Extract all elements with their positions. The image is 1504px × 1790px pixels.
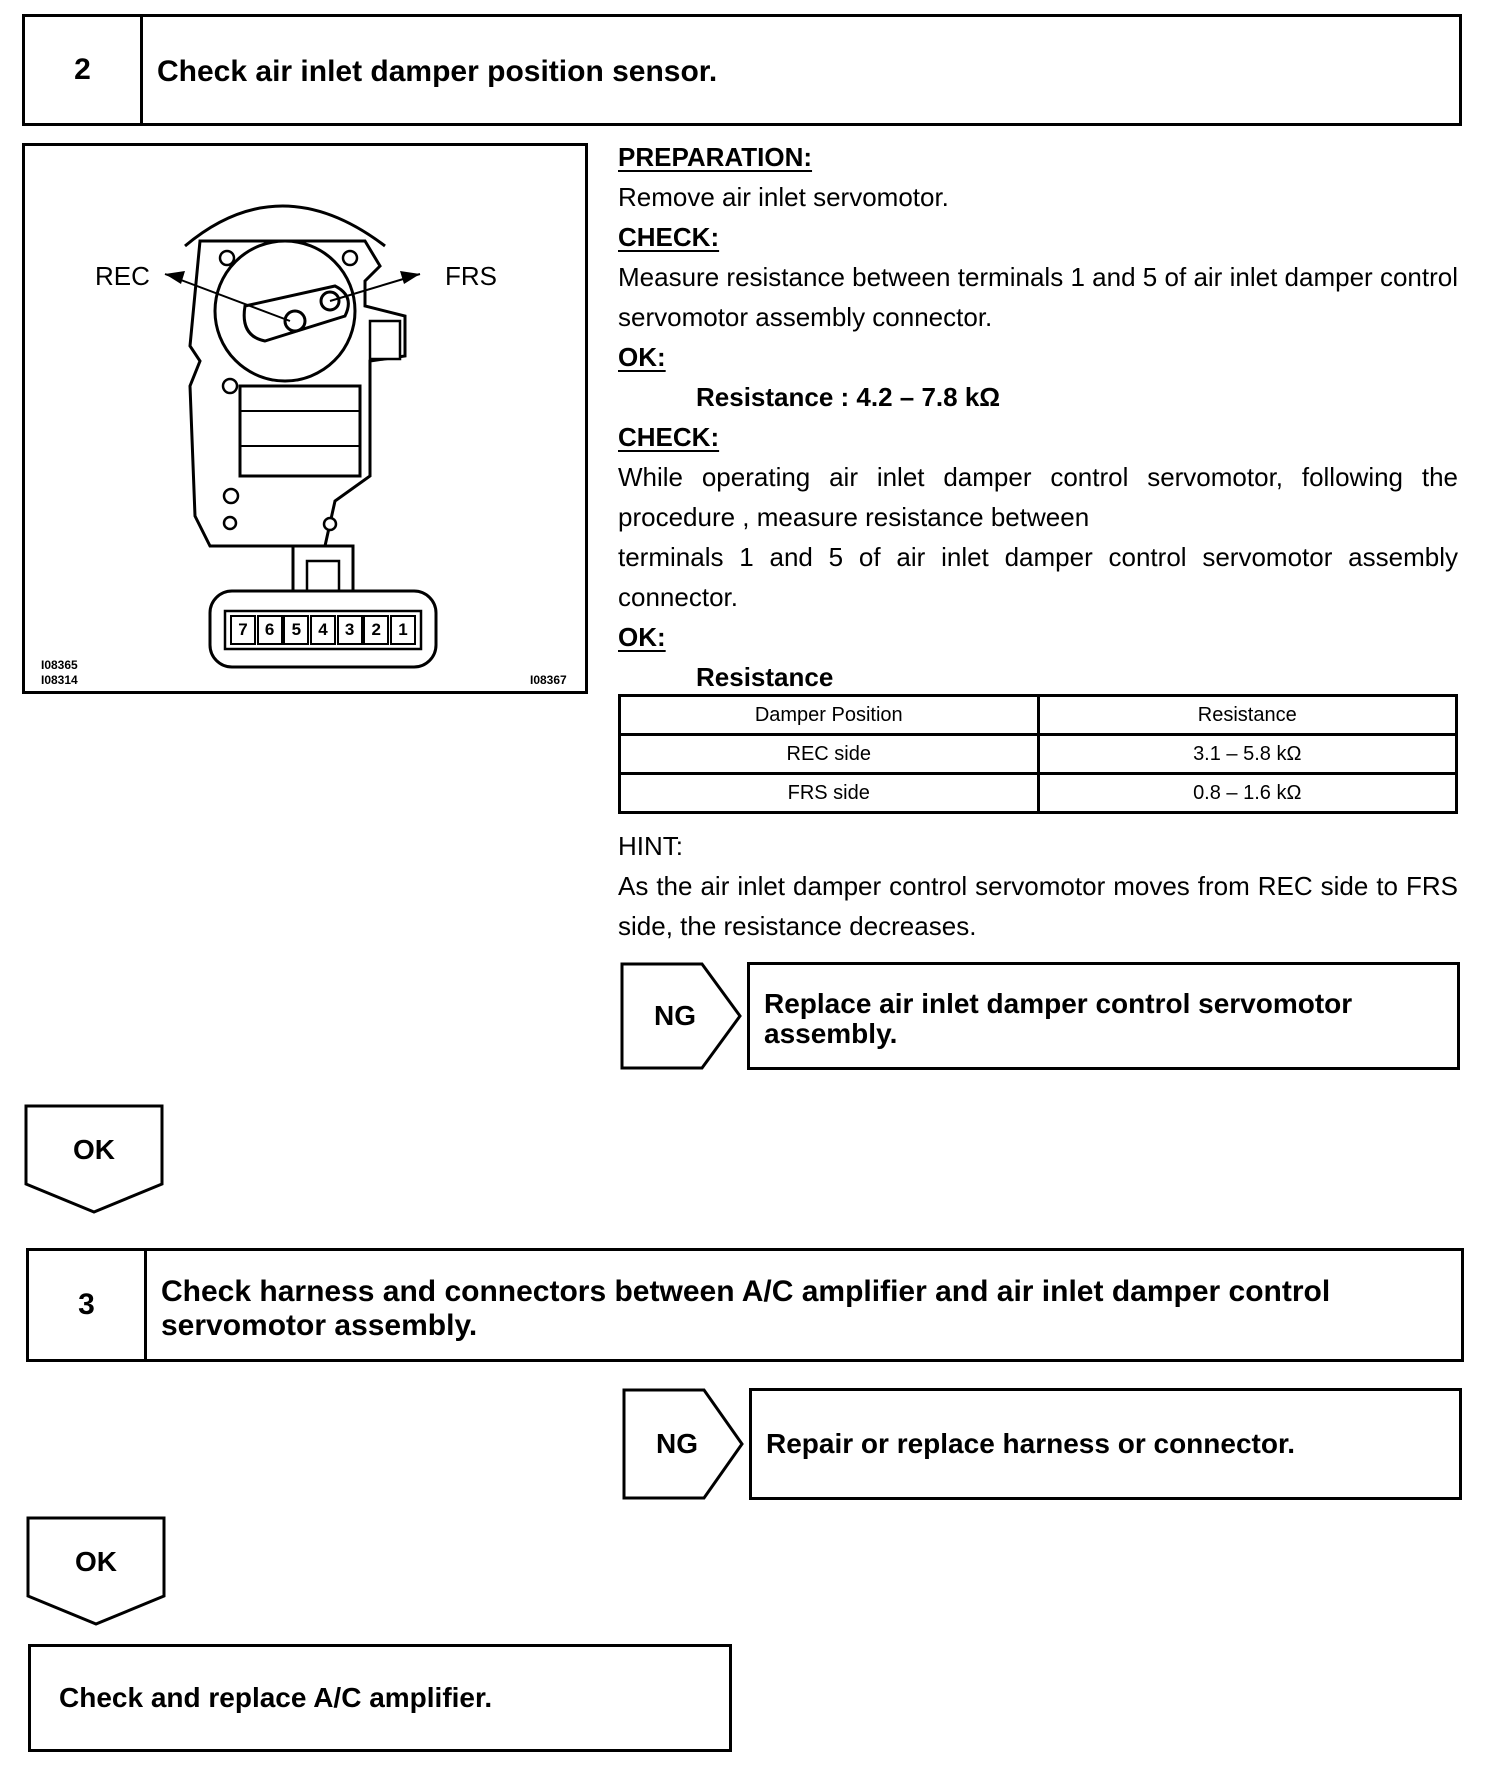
check2-line2: terminals 1 and 5 of air inlet damper control servomotor assembly connector. [618,542,1458,612]
check1-heading: CHECK: [618,222,720,252]
figure-code-1: I08365 [41,658,78,672]
cell-resistance: 3.1 – 5.8 kΩ [1038,735,1457,774]
ng-tag-1 [620,962,745,1070]
mount-hole-b [224,517,236,529]
pin-6: 6 [257,615,283,645]
frs-label: FRS [445,261,497,291]
preparation-text: Remove air inlet servomotor. [618,182,949,212]
ok2-subheading: Resistance [696,662,834,692]
mount-hole-bl [224,489,238,503]
step-3-title: Check harness and connectors between A/C amplifier and air inlet damper control servomotor assembly. [161,1275,1331,1342]
step-2-number: 2 [25,17,143,123]
check2-heading: CHECK: [618,422,720,452]
mount-hole-br [324,518,336,530]
ok1-heading: OK: [618,342,666,372]
table-header-row [620,696,1457,735]
instructions [618,137,1458,697]
pin-2: 2 [363,615,389,645]
step-2-header [22,14,1462,126]
cell-position: FRS side [620,774,1039,813]
check2-line1: While operating air inlet damper control servomotor, following the procedure , measure resistance between [618,462,1458,532]
mount-hole-tr [343,251,357,265]
side-plug [370,321,400,359]
ok-label-1: OK [73,1134,115,1165]
servomotor-diagram [22,143,588,694]
preparation-heading: PREPARATION: [618,142,813,172]
pin-7: 7 [230,615,256,645]
figure-code-2: I08314 [41,673,78,687]
step-3-number: 3 [29,1251,147,1359]
pin-4: 4 [310,615,336,645]
rec-label: REC [95,261,150,291]
ng-label-1: NG [654,1000,696,1031]
table-row [620,735,1457,774]
ng-label-2: NG [656,1428,698,1459]
table-row [620,774,1457,813]
pin-3: 3 [337,615,363,645]
hint [618,826,1458,946]
pin-1: 1 [390,615,416,645]
mount-hole-l [223,379,237,393]
cell-resistance: 0.8 – 1.6 kΩ [1038,774,1457,813]
ng-branch-2 [622,1388,1462,1500]
hint-heading: HINT: [618,831,683,861]
figure-code-3: I08367 [530,673,567,687]
connector-block [240,386,360,476]
ng-action-1: Replace air inlet damper control servomotor assembly. [747,962,1460,1070]
mount-hole-tl [220,251,234,265]
step-3-header [26,1248,1464,1362]
final-action-box: Check and replace A/C amplifier. [28,1644,732,1752]
check1-text: Measure resistance between terminals 1 and 5 of air inlet damper control servomotor assembly connector. [618,262,1458,332]
ok1-value: Resistance : 4.2 – 7.8 kΩ [696,382,1001,412]
servomotor-illustration [25,146,585,691]
resistance-table [618,694,1458,814]
header-damper-position: Damper Position [620,696,1039,735]
header-resistance: Resistance [1038,696,1457,735]
ok-arrow-2 [26,1516,166,1626]
ng-action-2: Repair or replace harness or connector. [749,1388,1462,1500]
ng-tag-2 [622,1388,747,1500]
ok-label-2: OK [75,1546,117,1577]
step-2-title: Check air inlet damper position sensor. [157,55,718,88]
connector-pin-row [230,615,416,645]
pin-5: 5 [283,615,309,645]
cell-position: REC side [620,735,1039,774]
ok-arrow-1 [24,1104,164,1214]
ng-branch-1 [620,962,1460,1070]
hint-text: As the air inlet damper control servomotor moves from REC side to FRS side, the resistance decreases. [618,871,1458,941]
ok2-heading: OK: [618,622,666,652]
